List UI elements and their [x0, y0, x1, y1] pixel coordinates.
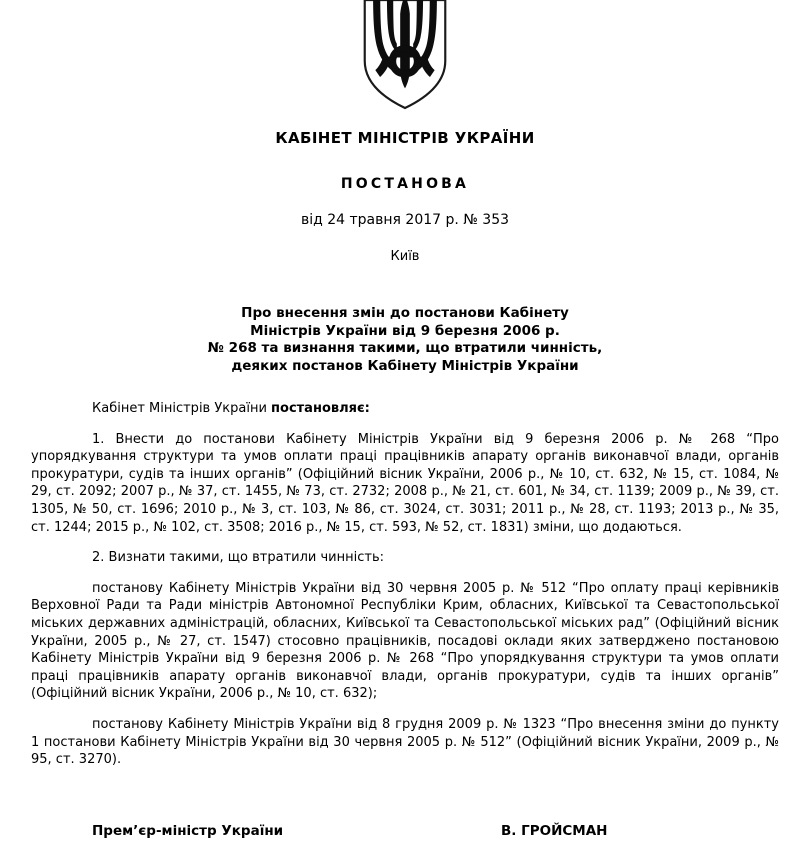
- document-subject: [0, 305, 810, 375]
- document-type: ПОСТАНОВА: [340, 176, 470, 192]
- subject-line-4: деяких постанов Кабінету Міністрів України: [231, 357, 579, 374]
- organisation-title: КАБІНЕТ МІНІСТРІВ УКРАЇНИ: [275, 129, 535, 147]
- subject-line-2: Міністрів України від 9 березня 2006 р.: [250, 322, 560, 339]
- paragraph-item-2-a: постанову Кабінету Міністрів України від 30 червня 2005 р. № 512 “Про оплату праці керівників Верховної Ради та Ради міністрів Автономної Республіки Крим, обласних, Київської та Севастопольської міських державних адміністрацій, обласних, Київської та Севастопольської міських рад” (Офіційний вісник України, 2005 р., № 27, ст. 1547) стосовно працівників, посадові оклади яких затверджено постановою Кабінету Міністрів України від 9 березня 2006 р. № 268 “Про упорядкування структури та умов оплати праці працівників апарату органів виконавчої влади, органів прокуратури, судів та інших органів” (Офіційний вісник України, 2006 р., № 10, ст. 632);: [31, 580, 779, 702]
- paragraph-item-2-b: постанову Кабінету Міністрів України від 8 грудня 2009 р. № 1323 “Про внесення зміни до пункту 1 постанови Кабінету Міністрів України від 30 червня 2005 р. № 512” (Офіційний вісник України, 2009 р., № 95, ст. 3270).: [31, 716, 779, 768]
- signatory-name: В. ГРОЙСМАН: [501, 823, 608, 839]
- subject-line-3: № 268 та визнання такими, що втратили чинність,: [207, 340, 603, 356]
- signatory-post: Прем’єр-міністр України: [92, 823, 284, 839]
- paragraph-item-1: 1. Внести до постанови Кабінету Міністрів України від 9 березня 2006 р. № 268 “Про упорядкування структури та умов оплати праці працівників апарату органів виконавчої влади, органів прокуратури, судів та інших органів” (Офіційний вісник України, 2006 р., № 10, ст. 632, № 15, ст. 1084, № 29, ст. 2092; 2007 р., № 37, ст. 1455, № 73, ст. 2732; 2008 р., № 21, ст. 601, № 34, ст. 1139; 2009 р., № 39, ст. 1305, № 50, ст. 1696; 2010 р., № 3, ст. 103, № 86, ст. 3024, ст. 3031; 2011 р., № 28, ст. 1193; 2013 р., № 35, ст. 1244; 2015 р., № 102, ст. 3508; 2016 р., № 15, ст. 593, № 52, ст. 1831) зміни, що додаються.: [31, 431, 779, 535]
- signature-row: [31, 823, 779, 839]
- preamble-lead: Кабінет Міністрів України: [92, 401, 272, 416]
- coat-of-arms-container: [0, 0, 810, 110]
- signature-block: [31, 823, 779, 839]
- document-date-number: від 24 травня 2017 р. № 353: [300, 212, 510, 228]
- ukraine-coat-of-arms-tryzub-icon: [362, 0, 448, 110]
- subject-line-1: Про внесення змін до постанови Кабінету: [241, 305, 569, 321]
- preamble-emphasis: постановляє:: [271, 401, 370, 416]
- paragraph-item-2: 2. Визнати такими, що втратили чинність:: [92, 550, 384, 566]
- document-city: Київ: [390, 249, 420, 264]
- paragraph-preamble: [31, 400, 779, 418]
- document-body: [31, 400, 779, 769]
